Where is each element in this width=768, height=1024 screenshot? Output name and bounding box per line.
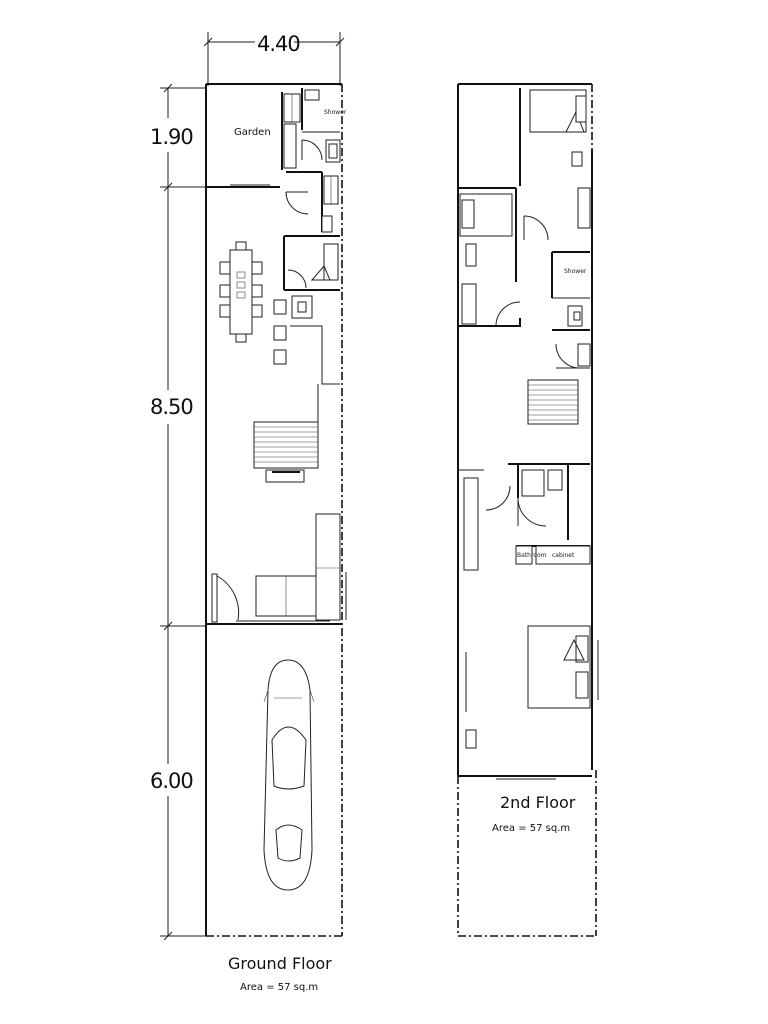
dimension-carport-depth-label: 6.00 <box>150 769 193 793</box>
ground-garden-label: Garden <box>234 127 271 138</box>
second-shower-label: Shower <box>564 268 587 275</box>
ground-garden <box>206 92 300 187</box>
second-floor-title: 2nd Floor <box>500 793 576 812</box>
dimension-lines <box>160 32 344 940</box>
ground-car <box>264 660 314 890</box>
second-floor-area: Area = 57 sq.m <box>492 823 571 834</box>
ground-dining-table <box>220 242 262 342</box>
ground-kitchen <box>274 296 340 422</box>
ground-living-room <box>256 514 346 620</box>
second-top-bedroom <box>520 88 590 228</box>
ground-floor-title: Ground Floor <box>228 954 332 973</box>
dimension-width-label: 4.40 <box>257 32 300 56</box>
second-cabinet-label: cabinet <box>552 552 575 559</box>
second-bedroom-2 <box>458 188 548 326</box>
second-bathroom-label: Bathroom <box>517 552 547 559</box>
ground-shower-label: Shower <box>324 109 347 116</box>
ground-small-room <box>284 236 340 290</box>
second-master-bedroom <box>466 626 598 748</box>
second-staircase <box>458 380 578 470</box>
ground-floor-plan <box>206 84 346 936</box>
ground-staircase <box>254 422 318 482</box>
dimension-garden-depth-label: 1.90 <box>150 125 193 149</box>
ground-floor-area: Area = 57 sq.m <box>240 982 319 993</box>
dimension-house-depth-label: 8.50 <box>150 395 193 419</box>
